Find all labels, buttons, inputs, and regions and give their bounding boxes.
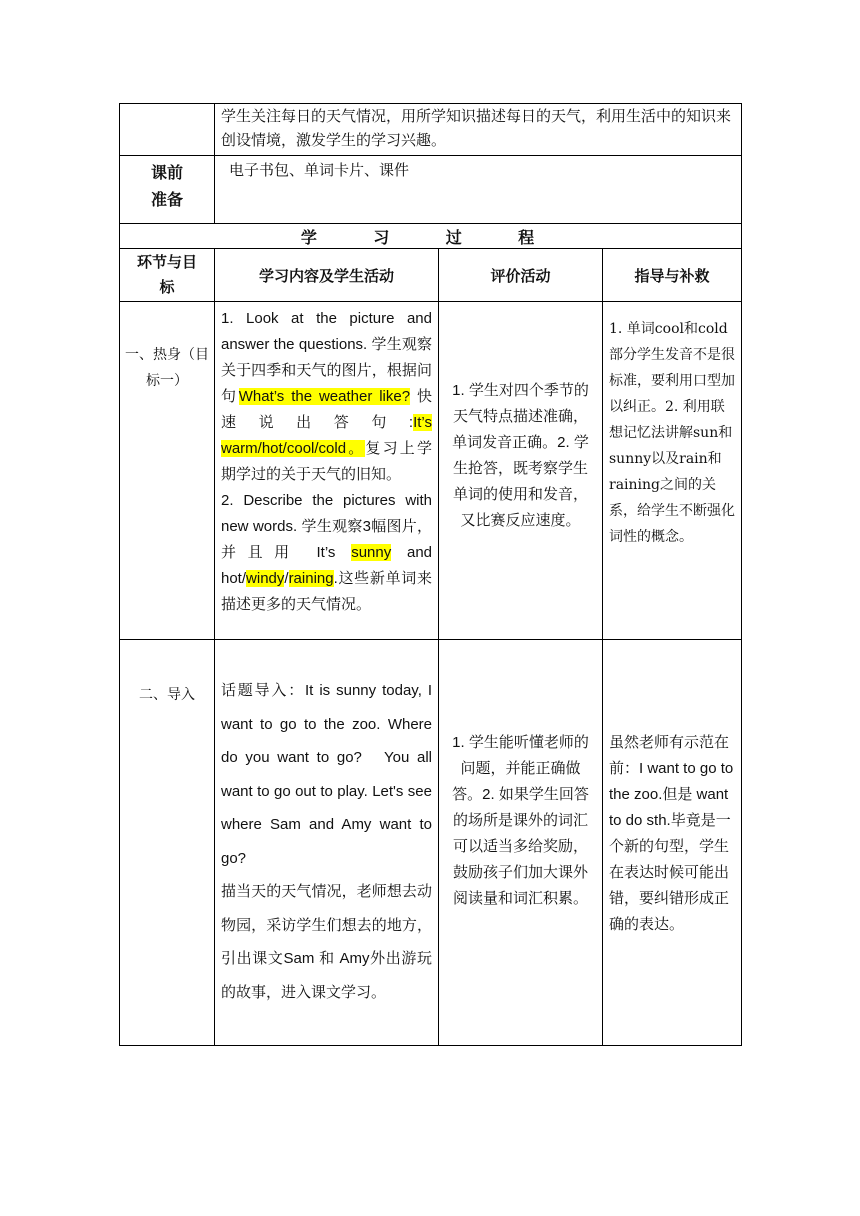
lead-in-activity-p2: 描当天的天气情况，老师想去动物园，采访学生们想去的地方，引出课文Sam 和 Amy外出游玩的故事，进入课文学习。 xyxy=(221,883,432,1001)
process-title: 学 习 过 程 xyxy=(120,224,742,249)
warmup-p1-text-c: 复习上学期学过的关于天气的旧知。 xyxy=(221,440,432,483)
warmup-stage-cell xyxy=(120,302,215,640)
lead-in-activity-cell xyxy=(215,640,439,1046)
warmup-p2-text-a: 2. Describe the pictures with new words. 学生观察3幅图片，并且用 It’s xyxy=(221,492,432,561)
prep-content-cell xyxy=(215,156,742,224)
prep-label-cell xyxy=(120,156,215,224)
warmup-activity-p2 xyxy=(221,488,432,618)
warmup-stage: 一、热身（目标一） xyxy=(125,347,209,389)
header-stage-label: 环节与目标 xyxy=(136,254,197,296)
header-stage xyxy=(120,249,215,302)
warmup-activity-cell xyxy=(215,302,439,640)
warmup-activity-p1 xyxy=(221,306,432,488)
warmup-row xyxy=(120,302,742,640)
warmup-evaluation-cell xyxy=(439,302,603,640)
process-title-row xyxy=(120,224,742,249)
header-guidance: 指导与补救 xyxy=(603,249,742,302)
warmup-guidance: 1. 单词cool和cold部分学生发音不是很标准，要利用口型加以纠正。2. 利用联想记忆法讲解sun和sunny以及rain和raining之间的关系，给学生不断强化词性的概念。 xyxy=(609,321,735,545)
lead-in-stage: 二、导入 xyxy=(139,687,195,703)
prep-label: 课前准备 xyxy=(150,165,183,209)
header-row xyxy=(120,249,742,302)
warmup-p2-text-d: .这些新单词来描述更多的天气情况。 xyxy=(221,570,432,613)
prep-row xyxy=(120,156,742,224)
warmup-p2-slash: / xyxy=(284,570,289,587)
lead-in-row xyxy=(120,640,742,1046)
warmup-guidance-cell xyxy=(603,302,742,640)
warmup-evaluation: 1. 学生对四个季节的天气特点描述准确，单词发音正确。2. 学生抢答，既考察学生单词的使用和发音，又比赛反应速度。 xyxy=(452,382,589,529)
intro-empty-cell xyxy=(120,104,215,156)
lead-in-guidance: 虽然老师有示范在前：I want to go to the zoo.但是 want to do sth.毕竟是一个新的句型，学生在表达时候可能出错，要纠错形成正确的表达。 xyxy=(609,734,734,933)
lead-in-stage-cell xyxy=(120,640,215,1046)
lead-in-activity-p1: 话题导入：It is sunny today, I want to go to the zoo. Where do you want to go? You all want to go out to play. Let's see where Sam and Amy want to go? xyxy=(221,682,432,867)
intro-text: 学生关注每日的天气情况，用所学知识描述每日的天气，利用生活中的知识来创设情境，激发学生的学习兴趣。 xyxy=(221,108,732,149)
warmup-p2-text-b: and hot/ xyxy=(221,544,433,587)
header-activity: 学习内容及学生活动 xyxy=(215,249,439,302)
lead-in-evaluation: 1. 学生能听懂老师的问题，并能正确做答。2. 如果学生回答的场所是课外的词汇可以适当多给奖励，鼓励孩子们加大课外阅读量和词汇积累。 xyxy=(452,734,589,907)
lead-in-activity xyxy=(215,674,438,1009)
intro-cell xyxy=(215,104,742,156)
warmup-p2-highlight-windy: windy xyxy=(246,570,285,587)
warmup-p2-highlight-raining: raining xyxy=(288,570,334,587)
intro-row xyxy=(120,104,742,156)
warmup-p1-text-b: 快速说出答句: xyxy=(221,388,432,431)
warmup-p1-highlight-answer: It’s warm/hot/cool/cold。 xyxy=(221,414,432,457)
warmup-p2-highlight-sunny: sunny xyxy=(351,544,392,561)
header-evaluation: 评价活动 xyxy=(439,249,603,302)
warmup-p1-highlight-question: What’s the weather like? xyxy=(238,388,411,405)
lead-in-guidance-cell xyxy=(603,640,742,1046)
prep-content: 电子书包、单词卡片、课件 xyxy=(229,162,410,179)
warmup-activity xyxy=(215,302,438,620)
lead-in-evaluation-cell xyxy=(439,640,603,1046)
lesson-plan-table xyxy=(119,103,742,1046)
warmup-p1-text-a: 1. Look at the picture and answer the questions. 学生观察关于四季和天气的图片，根据问句 xyxy=(221,310,432,405)
